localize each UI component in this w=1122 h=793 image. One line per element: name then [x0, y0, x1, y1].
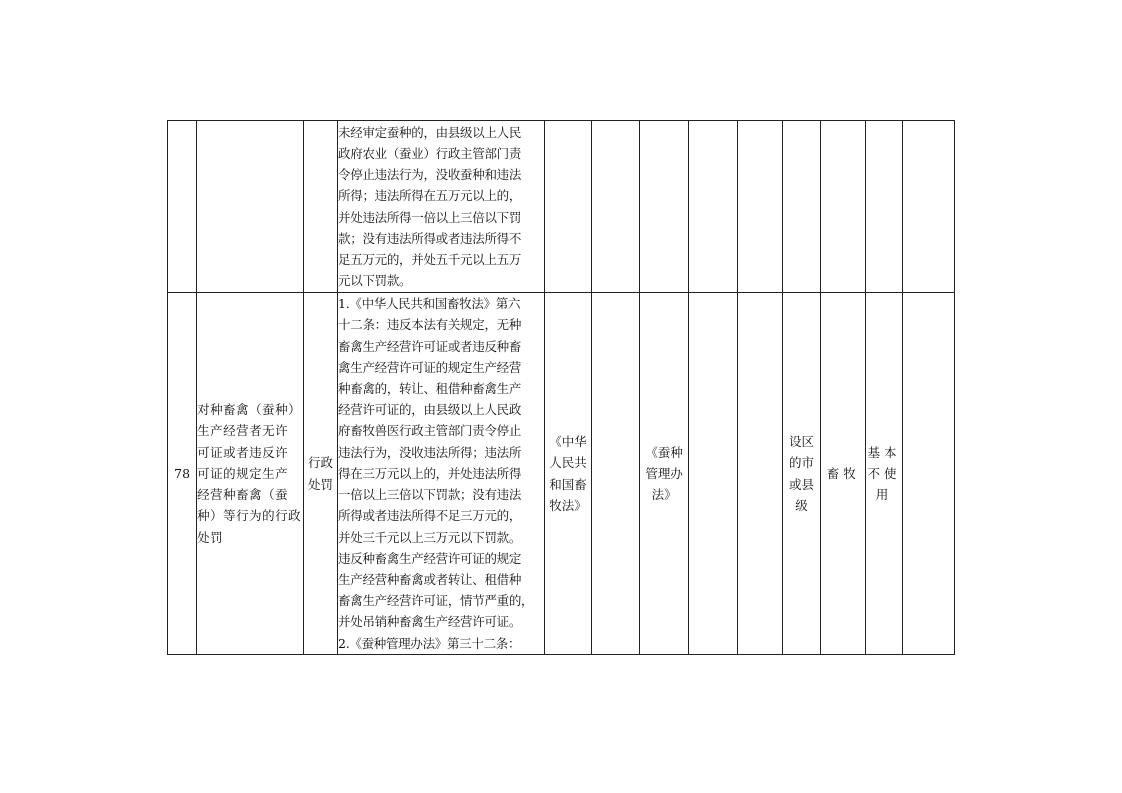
usage-line: 不使	[867, 465, 901, 481]
basis-line: 足五万元的，并处五千元以上五万	[338, 251, 522, 267]
item-name-line: 对种畜禽（蚕种）	[197, 402, 302, 418]
level-cell	[782, 293, 820, 655]
law-cell	[545, 121, 591, 293]
empty-cell	[737, 121, 782, 293]
basis-line: 府畜牧兽医行政主管部门责令停止	[338, 423, 522, 439]
basis-line: 款；没有违法所得或者违法所得不	[338, 230, 522, 246]
level-line: 设区	[788, 434, 814, 450]
law-cell	[545, 293, 591, 655]
number-cell	[168, 121, 197, 293]
document-table	[167, 120, 955, 655]
basis-line: 政府农业（蚕业）行政主管部门责	[338, 145, 522, 161]
regulation-line: 《蚕种	[645, 444, 683, 460]
basis-line: 并处吊销种畜禽生产经营许可证。	[338, 614, 522, 630]
category-line: 处罚	[307, 476, 333, 492]
law-line: 和国畜	[549, 476, 587, 492]
department-cell	[821, 121, 866, 293]
legal-basis-cell	[338, 293, 545, 655]
basis-line: 种畜禽的，转让、租借种畜禽生产	[338, 381, 522, 397]
regulation-line: 管理办	[645, 465, 683, 481]
item-name-line: 处罚	[197, 529, 224, 545]
remarks-cell	[902, 293, 954, 655]
level-line: 级	[795, 497, 808, 513]
legal-basis-cell	[338, 121, 545, 293]
item-name-line: 经营种畜禽（蚕	[197, 487, 289, 503]
regulation-line: 法》	[651, 487, 677, 503]
remarks-cell	[902, 121, 954, 293]
regulation-cell	[639, 293, 688, 655]
basis-line: 2.《蚕种管理办法》第三十二条：	[338, 635, 521, 651]
level-line: 或县	[788, 476, 814, 492]
row-number: 78	[168, 293, 197, 655]
item-name-cell	[197, 121, 304, 293]
basis-line: 所得或者违法所得不足三万元的，	[338, 508, 522, 524]
empty-cell	[737, 293, 782, 655]
basis-line: 违法行为，没收违法所得；违法所	[338, 444, 522, 460]
level-line: 的市	[788, 455, 814, 471]
basis-line: 未经审定蚕种的，由县级以上人民	[338, 124, 522, 140]
usage-line: 基本	[867, 444, 901, 460]
basis-line: 并处违法所得一倍以上三倍以下罚	[338, 209, 522, 225]
basis-line: 元以下罚款。	[338, 273, 412, 289]
item-name-line: 可证的规定生产	[197, 465, 289, 481]
usage-cell	[866, 121, 902, 293]
empty-cell	[591, 293, 639, 655]
basis-line: 1.《中华人民共和国畜牧法》第六	[338, 296, 521, 312]
table-row-continuation	[168, 121, 955, 293]
regulation-cell	[639, 121, 688, 293]
basis-line: 得在三万元以上的，并处违法所得	[338, 465, 522, 481]
usage-line: 用	[875, 487, 893, 503]
law-line: 牧法》	[549, 497, 587, 513]
law-line: 人民共	[549, 455, 587, 471]
empty-cell	[689, 121, 737, 293]
item-name-cell	[197, 293, 304, 655]
category-line: 行政	[307, 455, 333, 471]
item-name-line: 种）等行为的行政	[197, 508, 302, 524]
empty-cell	[689, 293, 737, 655]
basis-line: 所得；违法所得在五万元以上的，	[338, 188, 522, 204]
basis-line: 令停止违法行为，没收蚕种和违法	[338, 167, 522, 183]
empty-cell	[591, 121, 639, 293]
basis-line: 一倍以上三倍以下罚款；没有违法	[338, 487, 522, 503]
category-cell	[303, 121, 337, 293]
category-cell	[303, 293, 337, 655]
law-line: 《中华	[549, 434, 587, 450]
item-name-line: 可证或者违反许	[197, 444, 289, 460]
level-cell	[782, 121, 820, 293]
basis-line: 生产经营种畜禽或者转让、租借种	[338, 571, 522, 587]
basis-line: 畜禽生产经营许可证，情节严重的，	[338, 593, 534, 609]
table-row-78	[168, 293, 955, 655]
basis-line: 十二条：违反本法有关规定，无种	[338, 317, 522, 333]
department-cell: 畜牧	[821, 293, 866, 655]
usage-cell	[866, 293, 902, 655]
basis-line: 经营许可证的，由县级以上人民政	[338, 402, 522, 418]
basis-line: 禽生产经营许可证的规定生产经营	[338, 359, 522, 375]
basis-line: 并处三千元以上三万元以下罚款。	[338, 529, 522, 545]
item-name-line: 生产经营者无许	[197, 423, 289, 439]
basis-line: 违反种畜禽生产经营许可证的规定	[338, 550, 522, 566]
basis-line: 畜禽生产经营许可证或者违反种畜	[338, 338, 522, 354]
